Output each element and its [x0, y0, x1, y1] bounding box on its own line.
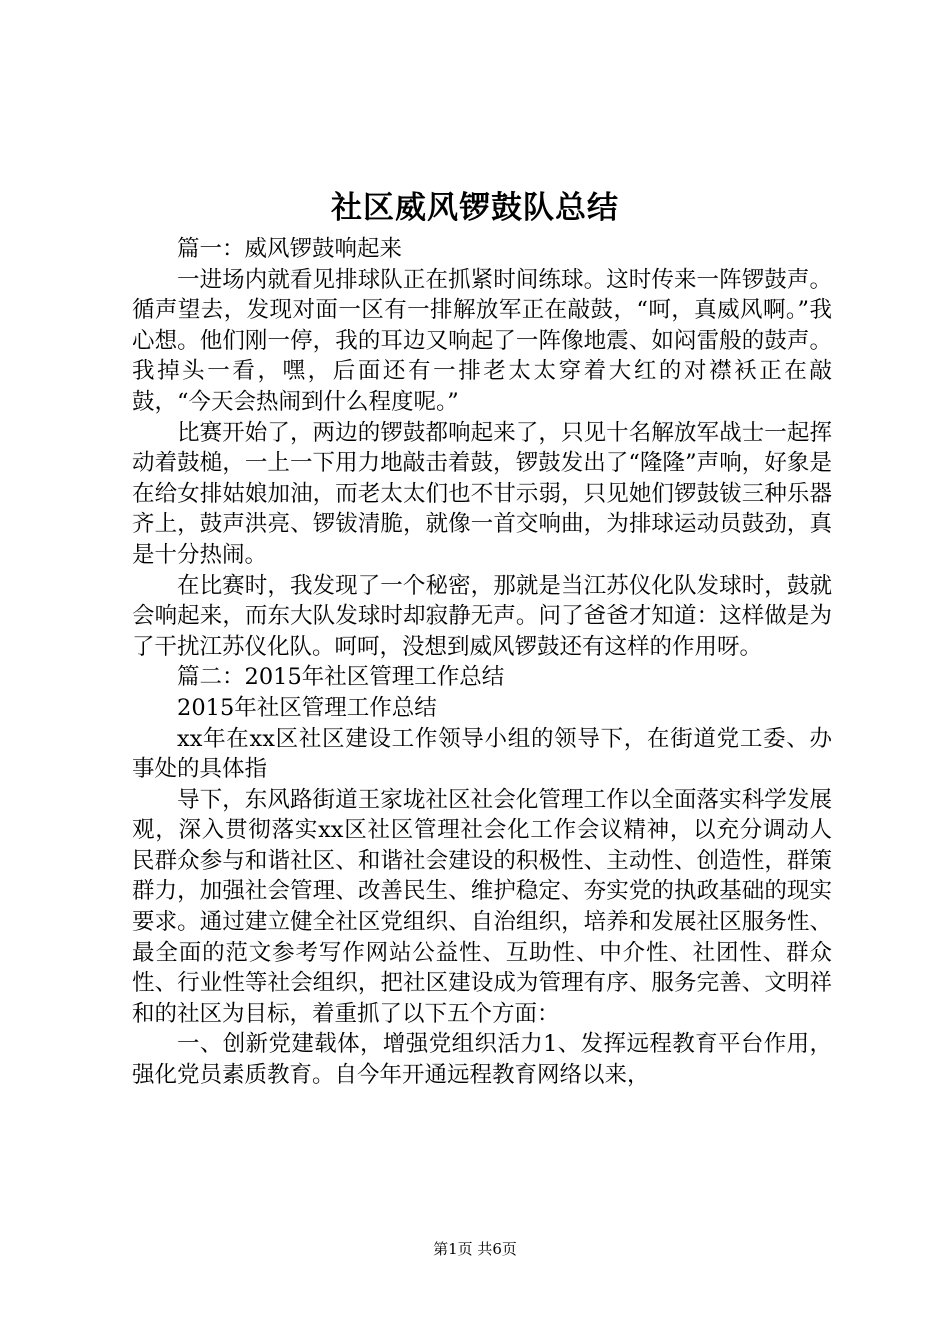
subheading: 2015年社区管理工作总结	[177, 694, 437, 721]
paragraph: 一、创新党建载体，增强党组织活力1、发挥远程教育平台作用，强化党员素质教育。自今年开通远程教育网络以来，	[132, 1031, 832, 1089]
document-title: 社区威风锣鼓队总结	[331, 190, 619, 226]
paragraph: 在比赛时，我发现了一个秘密，那就是当江苏仪化队发球时，鼓就会响起来，而东大队发球时却寂静无声。问了爸爸才知道：这样做是为了干扰江苏仪化队。呵呵，没想到威风锣鼓还有这样的作用呀。	[132, 572, 832, 660]
paragraph: 一进场内就看见排球队正在抓紧时间练球。这时传来一阵锣鼓声。循声望去，发现对面一区有一排解放军正在敲鼓，“呵，真威风啊。”我心想。他们刚一停，我的耳边又响起了一阵像地震、如闷雷般的鼓声。我掉头一看，嘿，后面还有一排老太太穿着大红的对襟袄正在敲鼓，“今天会热闹到什么程度呢。”	[132, 266, 832, 415]
section-heading-1: 篇一：威风锣鼓响起来	[177, 236, 403, 262]
section-heading-2: 篇二：2015年社区管理工作总结	[177, 664, 505, 691]
paragraph: xx年在xx区社区建设工作领导小组的领导下，在街道党工委、办事处的具体指	[132, 725, 832, 783]
paragraph: 比赛开始了，两边的锣鼓都响起来了，只见十名解放军战士一起挥动着鼓槌，一上一下用力地敲击着鼓，锣鼓发出了“隆隆”声响，好象是在给女排姑娘加油，而老太太们也不甘示弱，只见她们锣鼓钹三种乐器齐上，鼓声洪亮、锣钹清脆，就像一首交响曲，为排球运动员鼓劲，真是十分热闹。	[132, 419, 832, 568]
paragraph: 导下，东风路街道王家垅社区社会化管理工作以全面落实科学发展观，深入贯彻落实xx区社区管理社会化工作会议精神，以充分调动人民群众参与和谐社区、和谐社会建设的积极性、主动性、创造性，群策群力，加强社会管理、改善民生、维护稳定、夯实党的执政基础的现实要求。通过建立健全社区党组织、自治组织，培养和发展社区服务性、最全面的范文参考写作网站公益性、互助性、中介性、社团性、群众性、行业性等社会组织，把社区建设成为管理有序、服务完善、文明祥和的社区为目标，着重抓了以下五个方面：	[132, 786, 832, 1027]
document-body	[132, 234, 832, 1091]
page-footer: 第1页 共6页	[433, 1240, 517, 1258]
